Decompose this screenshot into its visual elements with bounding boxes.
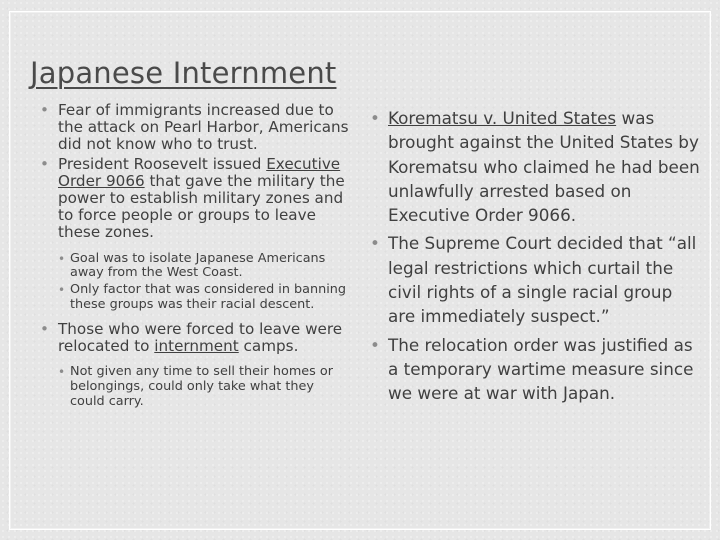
bullet-text: was brought against the United States by Korematsu who claimed he had been unlawfully arrested based on Executive Order 9066. [388,108,700,226]
korematsu-case-term: Korematsu v. United States [388,108,617,128]
bullet-relocation [40,321,350,410]
bullet-text: The relocation order was justified as a temporary wartime measure since we were at war with Japan. [388,334,694,404]
bullet-text: camps. [238,337,299,356]
bullet-supreme-court [370,231,700,328]
bullet-relocation-justified [370,333,700,406]
bullet-korematsu [370,106,700,227]
bullet-text: Fear of immigrants increased due to the attack on Pearl Harbor, Americans did not know who to trust. [58,101,349,154]
slide-title: Japanese Internment [30,56,337,90]
right-column [370,106,700,406]
bullet-fear-of-immigrants [40,102,350,154]
bullet-text: that gave the military the power to establish military zones and to force people or groups to leave these zones. [58,171,345,242]
sub-bullet-racial-descent: • Only factor that was considered in banning these groups was their racial descent. [58,283,350,313]
sub-list [58,365,350,409]
sub-bullet-goal: • Goal was to isolate Japanese Americans away from the West Coast. [58,252,350,282]
sub-bullet-belongings: • Not given any time to sell their homes or belongings, could only take what they could carry. [58,365,350,409]
internment-term: internment [154,337,239,356]
bullet-text: President Roosevelt issued [58,154,267,173]
left-column [40,102,350,410]
bullet-text: The Supreme Court decided that “all legal restrictions which curtail the civil rights of a single racial group are immediately suspect.” [388,233,697,327]
bullet-text: Those who were forced to leave were relocated to [58,319,343,356]
executive-order-9066-term: Executive Order 9066 [58,154,341,190]
sub-list [58,252,350,313]
bullet-executive-order [40,156,350,313]
